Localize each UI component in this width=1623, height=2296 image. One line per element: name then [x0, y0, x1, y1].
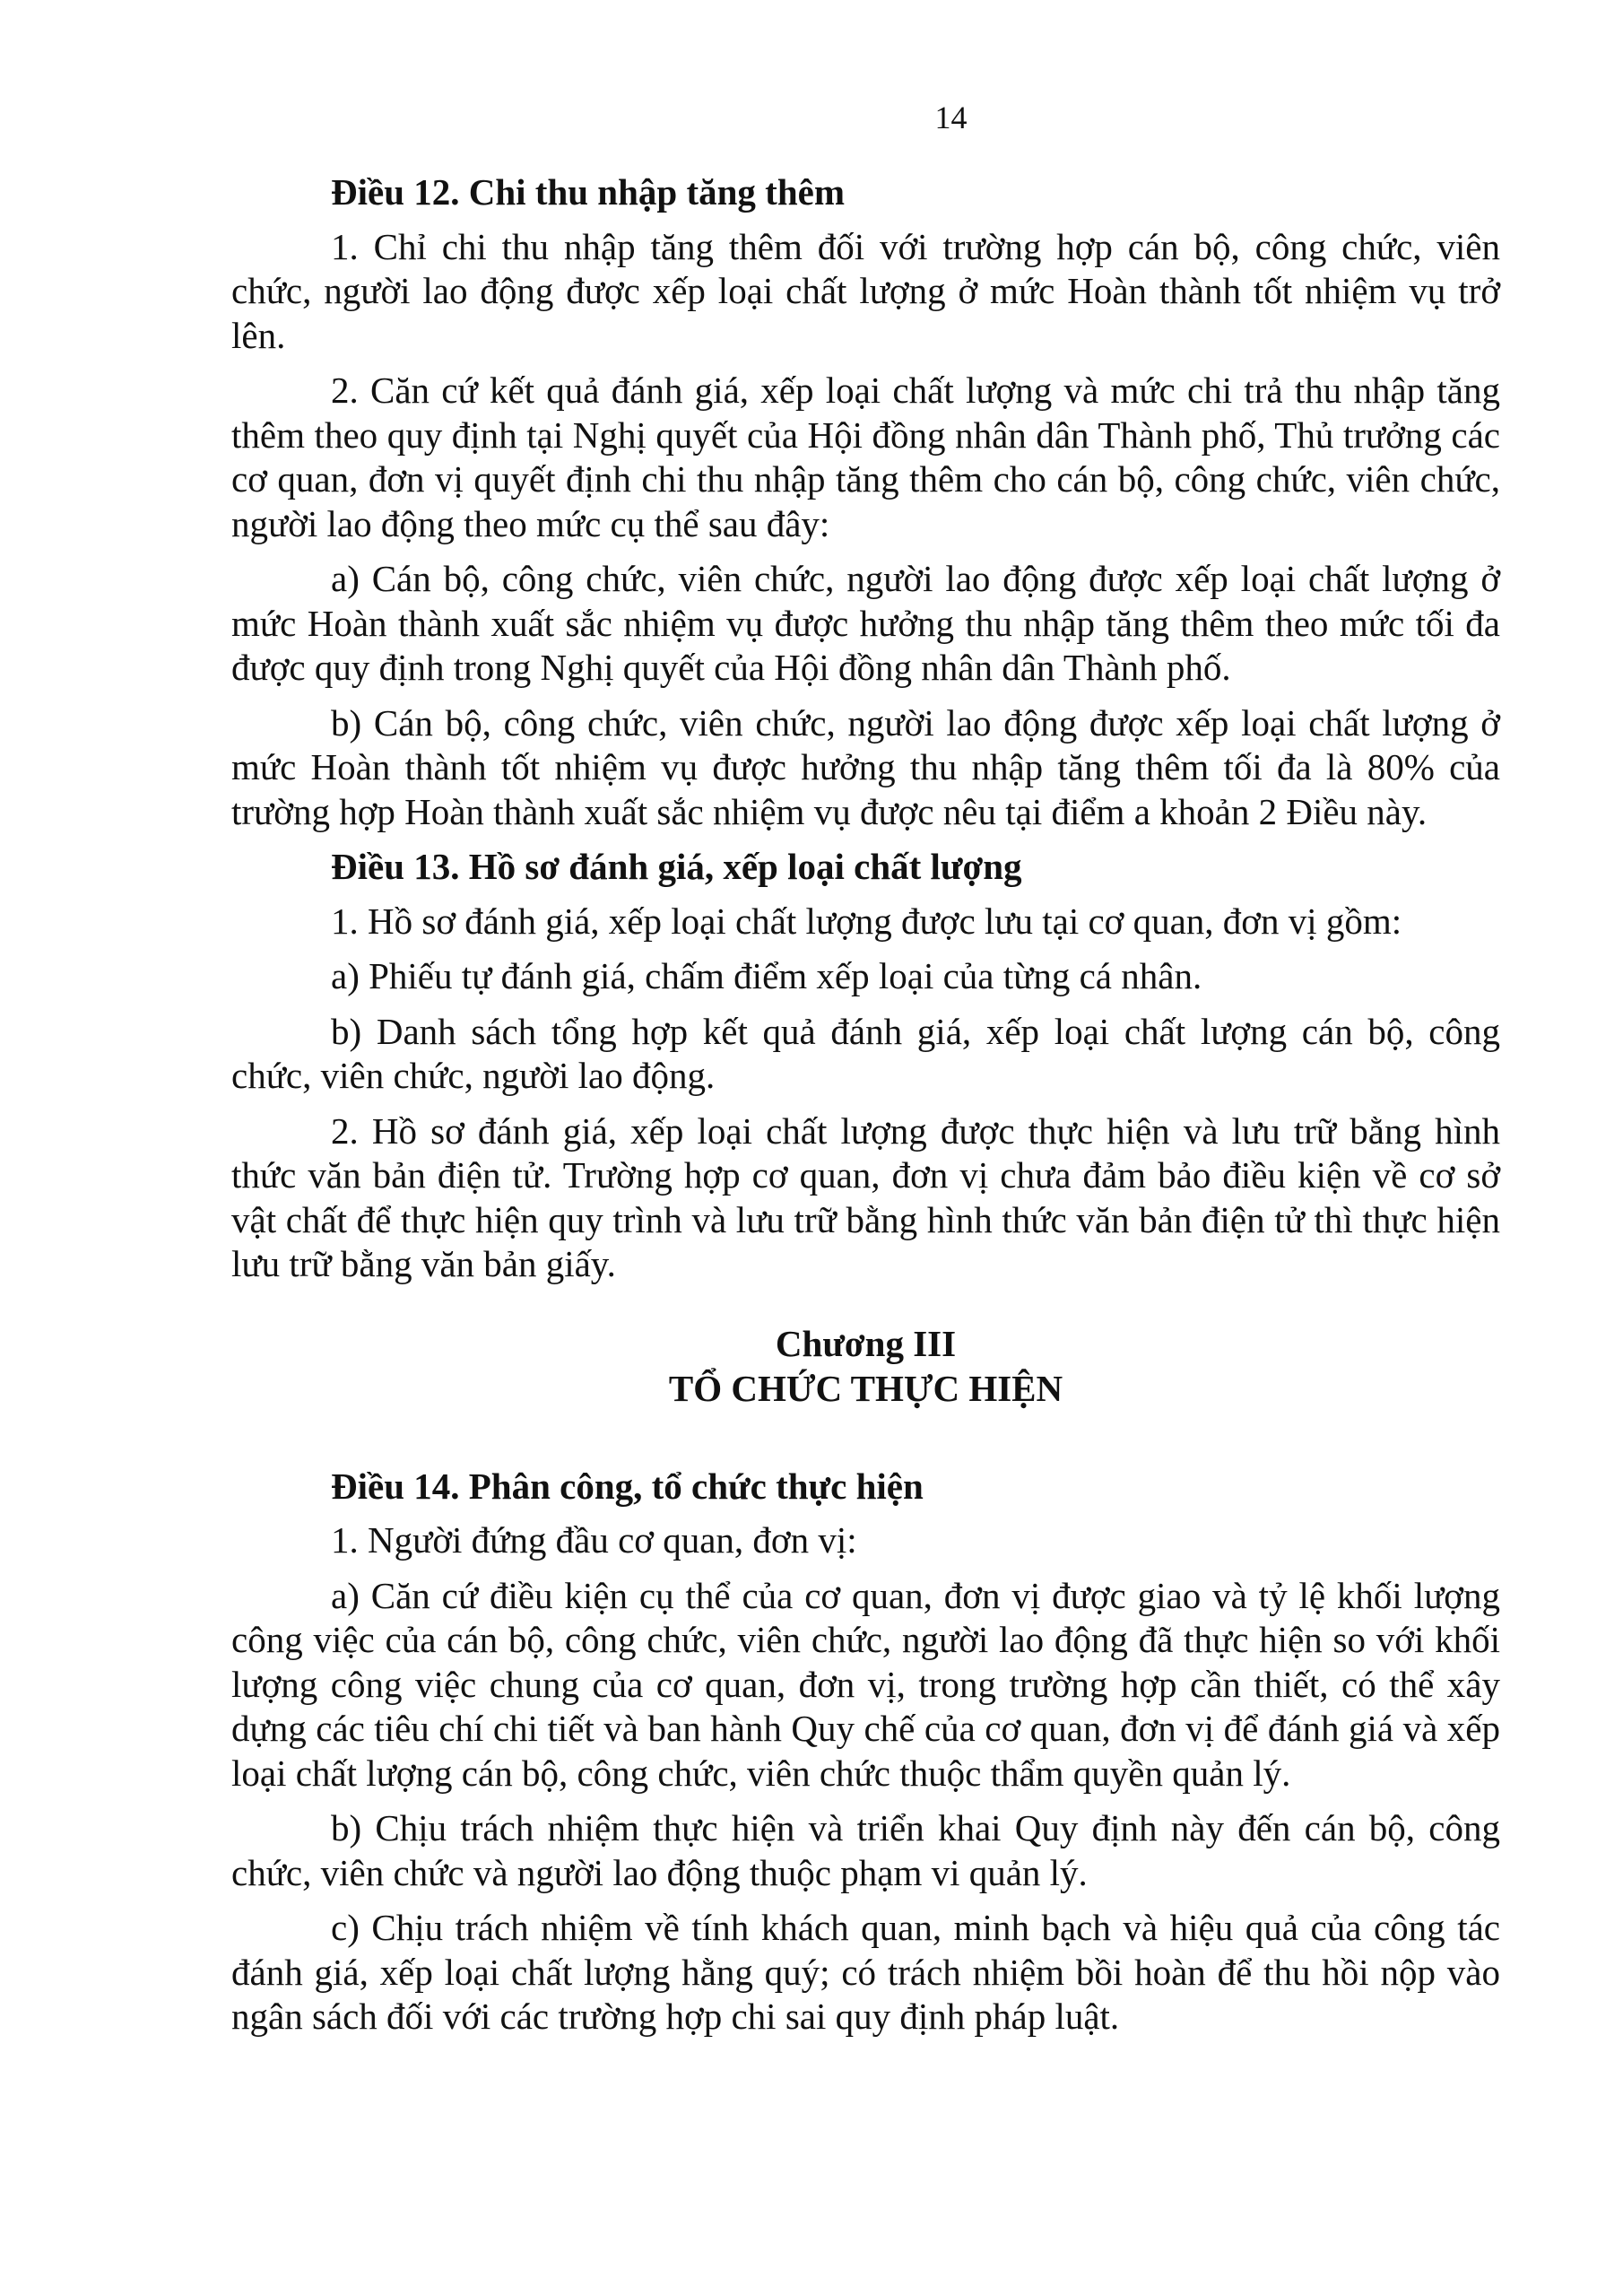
article-12-point-b: b) Cán bộ, công chức, viên chức, người lao động được xếp loại chất lượng ở mức Hoàn thành tốt nhiệm vụ được hưởng thu nhập tăng thêm tối đa là 80% của trường hợp Hoàn thành xuất sắc nhiệm vụ được nêu tại điểm a khoản 2 Điều này.: [231, 701, 1500, 832]
chapter-label: Chương III: [775, 1322, 957, 1364]
article-13-clause-1: 1. Hồ sơ đánh giá, xếp loại chất lượng được lưu tại cơ quan, đơn vị gồm:: [331, 900, 1402, 942]
article-13-point-b: b) Danh sách tổng hợp kết quả đánh giá, xếp loại chất lượng cán bộ, công chức, viên chức, người lao động.: [231, 1010, 1500, 1096]
article-14-point-a: a) Căn cứ điều kiện cụ thể của cơ quan, đơn vị được giao và tỷ lệ khối lượng công việc của cán bộ, công chức, viên chức, người lao động đã thực hiện so với khối lượng công việc chung của cơ quan, đơn vị, trong trường hợp cần thiết, có thể xây dựng các tiêu chí chi tiết và ban hành Quy chế của cơ quan, đơn vị để đánh giá và xếp loại chất lượng cán bộ, công chức, viên chức thuộc thẩm quyền quản lý.: [231, 1574, 1500, 1794]
article-12-clause-1: 1. Chỉ chi thu nhập tăng thêm đối với trường hợp cán bộ, công chức, viên chức, người lao động được xếp loại chất lượng ở mức Hoàn thành tốt nhiệm vụ trở lên.: [231, 225, 1500, 356]
article-12-point-a: a) Cán bộ, công chức, viên chức, người lao động được xếp loại chất lượng ở mức Hoàn thành xuất sắc nhiệm vụ được hưởng thu nhập tăng thêm theo mức tối đa được quy định trong Nghị quyết của Hội đồng nhân dân Thành phố.: [231, 558, 1500, 688]
chapter-title: TỔ CHỨC THỰC HIỆN: [668, 1367, 1063, 1409]
article-14-title: Điều 14. Phân công, tổ chức thực hiện: [331, 1465, 924, 1507]
article-14-point-b: b) Chịu trách nhiệm thực hiện và triển khai Quy định này đến cán bộ, công chức, viên chức và người lao động thuộc phạm vi quản lý.: [231, 1807, 1500, 1893]
article-13-point-a: a) Phiếu tự đánh giá, chấm điểm xếp loại của từng cá nhân.: [331, 955, 1202, 996]
article-14-clause-1: 1. Người đứng đầu cơ quan, đơn vị:: [331, 1519, 857, 1561]
article-13-clause-2: 2. Hồ sơ đánh giá, xếp loại chất lượng được thực hiện và lưu trữ bằng hình thức văn bản điện tử. Trường hợp cơ quan, đơn vị chưa đảm bảo điều kiện về cơ sở vật chất để thực hiện quy trình và lưu trữ bằng hình thức văn bản điện tử thì thực hiện lưu trữ bằng văn bản giấy.: [231, 1109, 1500, 1284]
article-14-point-c: c) Chịu trách nhiệm về tính khách quan, minh bạch và hiệu quả của công tác đánh giá, xếp loại chất lượng hằng quý; có trách nhiệm bồi hoàn để thu hồi nộp vào ngân sách đối với các trường hợp chi sai quy định pháp luật.: [231, 1907, 1500, 2037]
article-12-title: Điều 12. Chi thu nhập tăng thêm: [331, 171, 845, 213]
page-number: 14: [934, 100, 968, 135]
article-12-clause-2: 2. Căn cứ kết quả đánh giá, xếp loại chất lượng và mức chi trả thu nhập tăng thêm theo quy định tại Nghị quyết của Hội đồng nhân dân Thành phố, Thủ trưởng các cơ quan, đơn vị quyết định chi thu nhập tăng thêm cho cán bộ, công chức, viên chức, người lao động theo mức cụ thể sau đây:: [231, 370, 1500, 544]
article-13-title: Điều 13. Hồ sơ đánh giá, xếp loại chất lượng: [331, 846, 1022, 887]
